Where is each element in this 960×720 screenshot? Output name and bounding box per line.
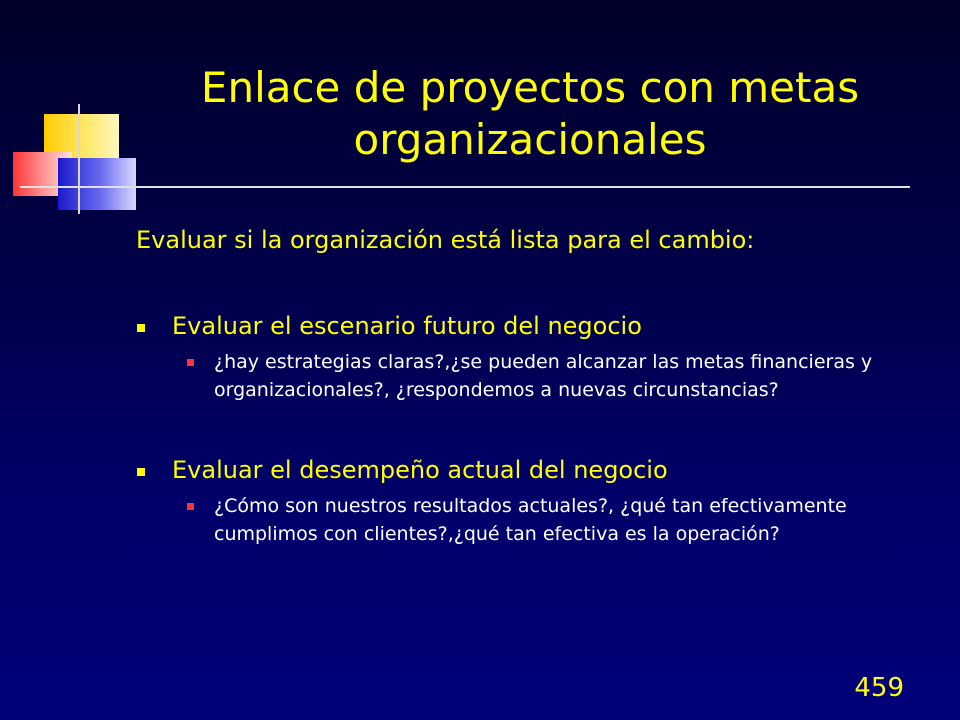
bullet-text: Evaluar el escenario futuro del negocio: [172, 312, 642, 340]
bullet-item: [132, 310, 922, 404]
sub-bullet-square-icon: [187, 359, 194, 366]
sub-bullet-item: [172, 492, 922, 548]
slide-title: Enlace de proyectos con metas organizacionales: [200, 63, 860, 164]
page-number: 459: [854, 673, 904, 703]
sub-bullet-list: [172, 348, 922, 404]
sub-bullet-square-icon: [187, 503, 194, 510]
bullet-square-icon: [137, 468, 145, 476]
bullet-item: [132, 454, 922, 548]
sub-bullet-text: ¿Cómo son nuestros resultados actuales?, ¿qué tan efectivamente cumplimos con clientes?,¿qué tan efectiva es la operación?: [214, 495, 847, 545]
title-underline: [20, 186, 910, 188]
slide-subtitle: Evaluar si la organización está lista para el cambio:: [136, 226, 755, 254]
sub-bullet-item: [172, 348, 922, 404]
sub-bullet-list: [172, 492, 922, 548]
blue-square-icon: [58, 158, 136, 210]
color-squares-logo-icon: [0, 0, 160, 230]
bullet-list: [132, 310, 922, 548]
bullet-text: Evaluar el desempeño actual del negocio: [172, 456, 668, 484]
vertical-rule: [78, 104, 80, 214]
bullet-square-icon: [137, 324, 145, 332]
sub-bullet-text: ¿hay estrategias claras?,¿se pueden alcanzar las metas financieras y organizacionales?, ¿respondemos a nuevas circunstancias?: [214, 351, 873, 401]
